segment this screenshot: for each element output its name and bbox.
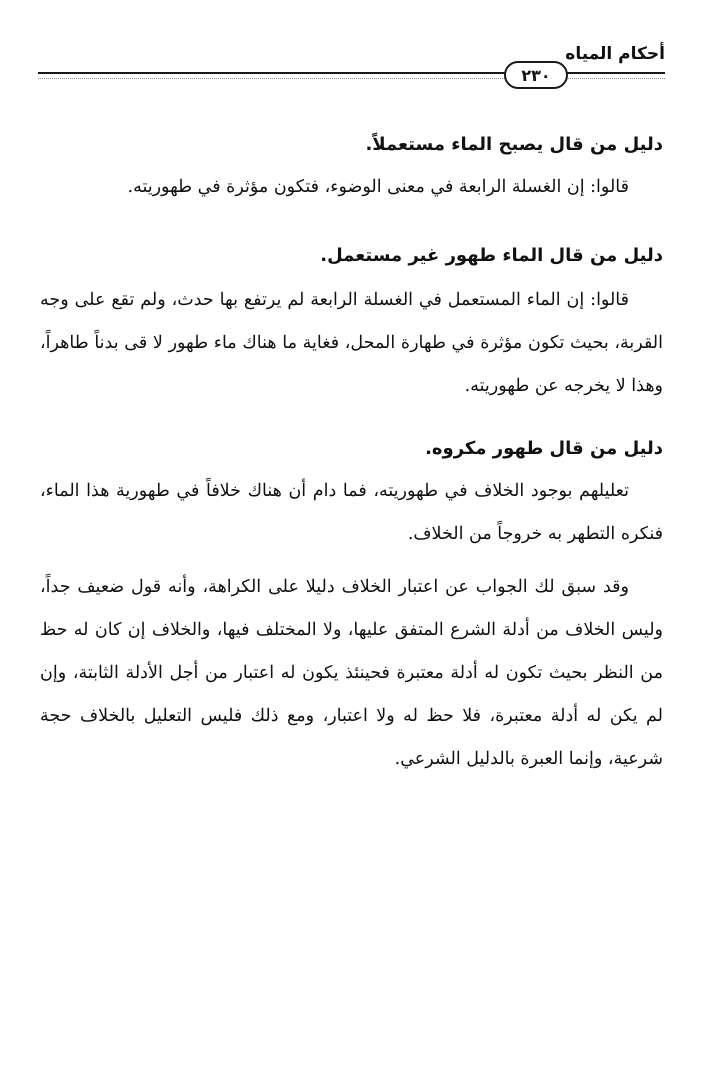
section-heading: دليل من قال الماء طهور غير مستعمل. (320, 245, 663, 266)
paragraph: وقد سبق لك الجواب عن اعتبار الخلاف دليلا على الكراهة، وأنه قول ضعيف جداً، وليس الخلاف من أدلة الشرع المتفق عليها، ولا المختلف فيها، والخلاف إن كان له حظ من النظر بحيث تكون له أدلة معتبرة فحينئذ يكون له اعتبار من أجل الأدلة الثابتة، وإن لم يكن له أدلة معتبرة، فلا حظ له ولا اعتبار، ومع ذلك فليس التعليل بالخلاف حجة شرعية، وإنما العبرة بالدليل الشرعي. (40, 577, 663, 769)
section-heading: دليل من قال يصبح الماء مستعملاً. (365, 134, 663, 155)
paragraph: قالوا: إن الغسلة الرابعة في معنى الوضوء، فتكون مؤثرة في طهوريته. (127, 177, 629, 197)
page-body (40, 128, 663, 781)
header-dotted-rule (38, 78, 665, 79)
page-number: ٢٣٠ (521, 65, 551, 85)
paragraph: تعليلهم بوجود الخلاف في طهوريته، فما دام أن هناك خلافاً في طهورية هذا الماء، فنكره التطهر به خروجاً من الخلاف. (40, 481, 663, 544)
section-heading: دليل من قال طهور مكروه. (425, 438, 663, 459)
running-title: أحكام المياه (565, 44, 665, 64)
page-number-frame (504, 61, 568, 89)
header-rule (38, 72, 665, 74)
paragraph: قالوا: إن الماء المستعمل في الغسلة الرابعة لم يرتفع بها حدث، ولم تقع على وجه القربة، بحيث تكون مؤثرة في طهارة المحل، فغاية ما هناك ماء طهور لا قى بدناً طاهراً، وهذا لا يخرجه عن طهوريته. (40, 290, 663, 396)
